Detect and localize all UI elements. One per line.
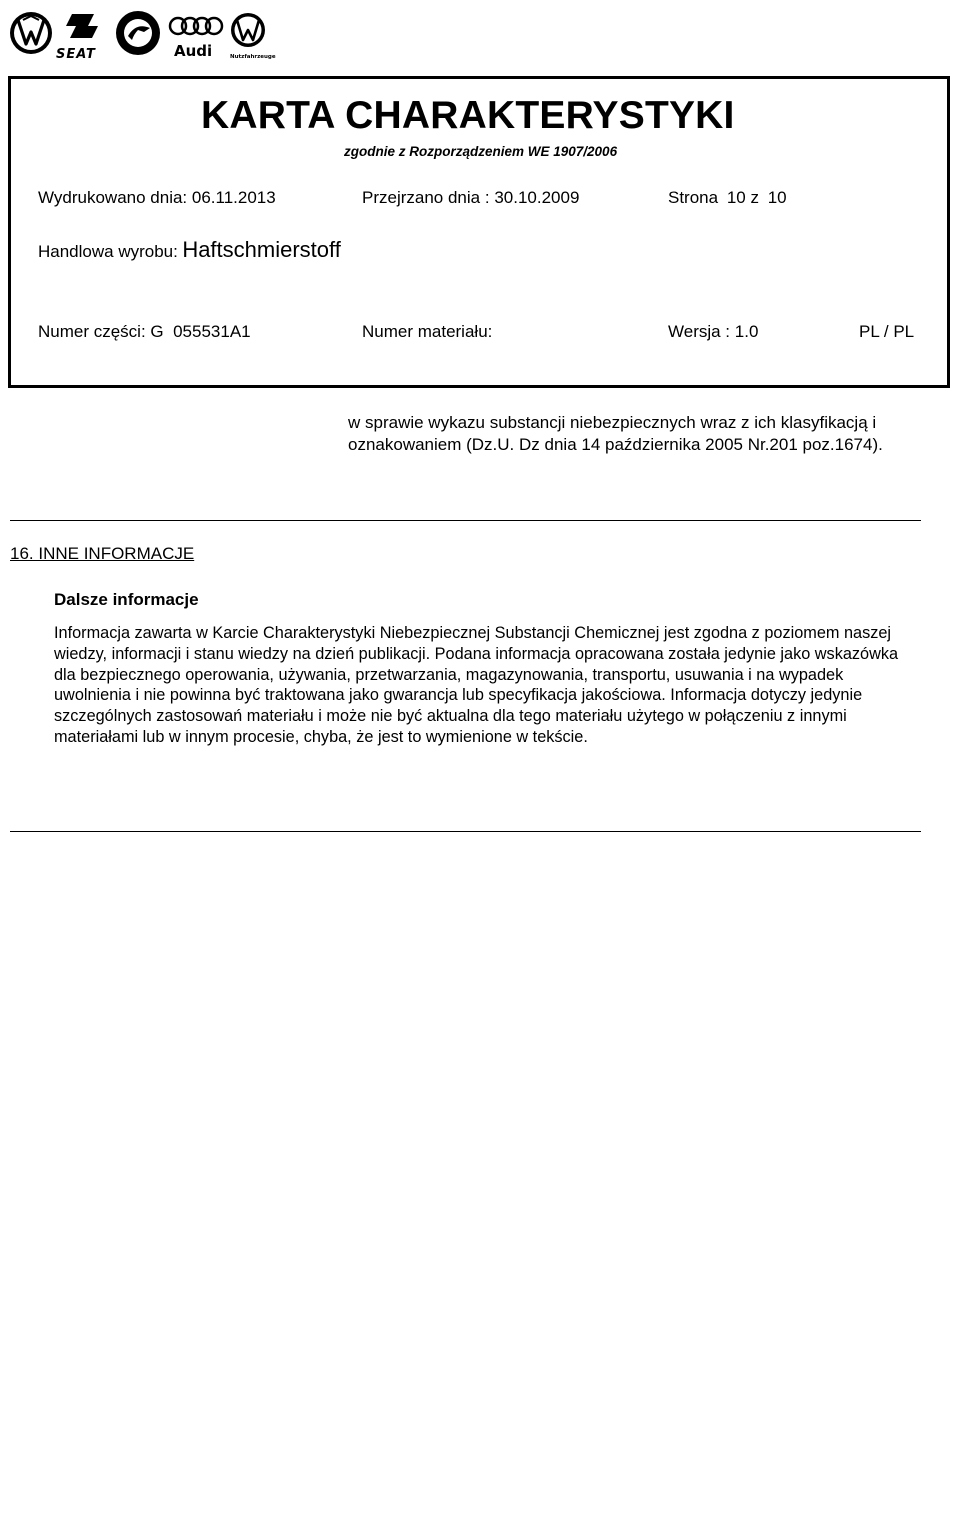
material-label: Numer materiału: [362,322,493,341]
svg-text:SEAT: SEAT [56,47,96,62]
reviewed-info [362,188,579,208]
part-label: Numer części: [38,322,146,341]
vw-nutzfahrzeuge-logo [230,13,276,60]
section-divider-top [10,520,921,521]
page-label: Strona [668,188,719,207]
page-total: 10 [767,188,787,207]
section-body: Informacja zawarta w Karcie Charakterystyki Niebezpiecznej Substancji Chemicznej jest zgodna z poziomem naszej wiedzy, informacji i stanu wiedzy na dzień publikacji. Podana informacja opracowana została jedynie jako wskazówka dla bezpiecznego operowania, używania, przetwarzania, magazynowania, transportu, usuwania i na wypadek uwolnienia i nie powinna być traktowana jako gwarancja lub specyfikacja jakościowa. Informacja dotyczy jedynie szczególnych zastosowań materiału i może nie być aktualna dla tego materiału użytego w połączeniu z innymi materiałami lub w innym procesie, chyba, że jest to wymienione w tekście. [54,624,899,746]
page-of: z [750,188,759,207]
version-info [668,322,758,342]
part-info [38,322,251,342]
reviewed-date: 30.10.2009 [494,188,580,207]
document-subtitle: zgodnie z Rozporządzeniem WE 1907/2006 [344,144,618,159]
printed-info [38,188,276,208]
reviewed-label: Przejrzano dnia : [362,188,490,207]
svg-text:Nutzfahrzeuge: Nutzfahrzeuge [230,54,276,60]
section-divider-bottom [10,831,921,832]
seat-logo [56,14,98,62]
brand-logos [8,6,278,62]
product-name: Haftschmierstoff [182,237,341,262]
material-info [362,322,492,342]
printed-label: Wydrukowano dnia: [38,188,188,207]
skoda-logo [116,11,160,55]
version-label: Wersja : [668,322,731,341]
page-current: 10 [726,188,746,207]
product-row [38,237,341,263]
brand-logos-graphic [8,6,278,62]
document-title: KARTA CHARAKTERYSTYKI [201,94,735,137]
svg-text:Audi: Audi [174,42,213,60]
part-number: G 055531A1 [150,322,251,341]
language-code: PL / PL [859,322,915,341]
section-subheading: Dalsze informacje [54,590,199,609]
legal-reference-text: w sprawie wykazu substancji niebezpiecznych wraz z ich klasyfikacją i oznakowaniem (Dz.U. Dz dnia 14 października 2005 Nr.201 poz.1674). [348,413,883,454]
printed-date: 06.11.2013 [191,188,276,207]
page-info [668,188,787,208]
version-number: 1.0 [734,322,759,341]
vw-logo [10,12,52,54]
section-title: 16. INNE INFORMACJE [10,544,195,563]
product-label: Handlowa wyrobu: [38,242,178,261]
audi-logo [170,18,222,60]
